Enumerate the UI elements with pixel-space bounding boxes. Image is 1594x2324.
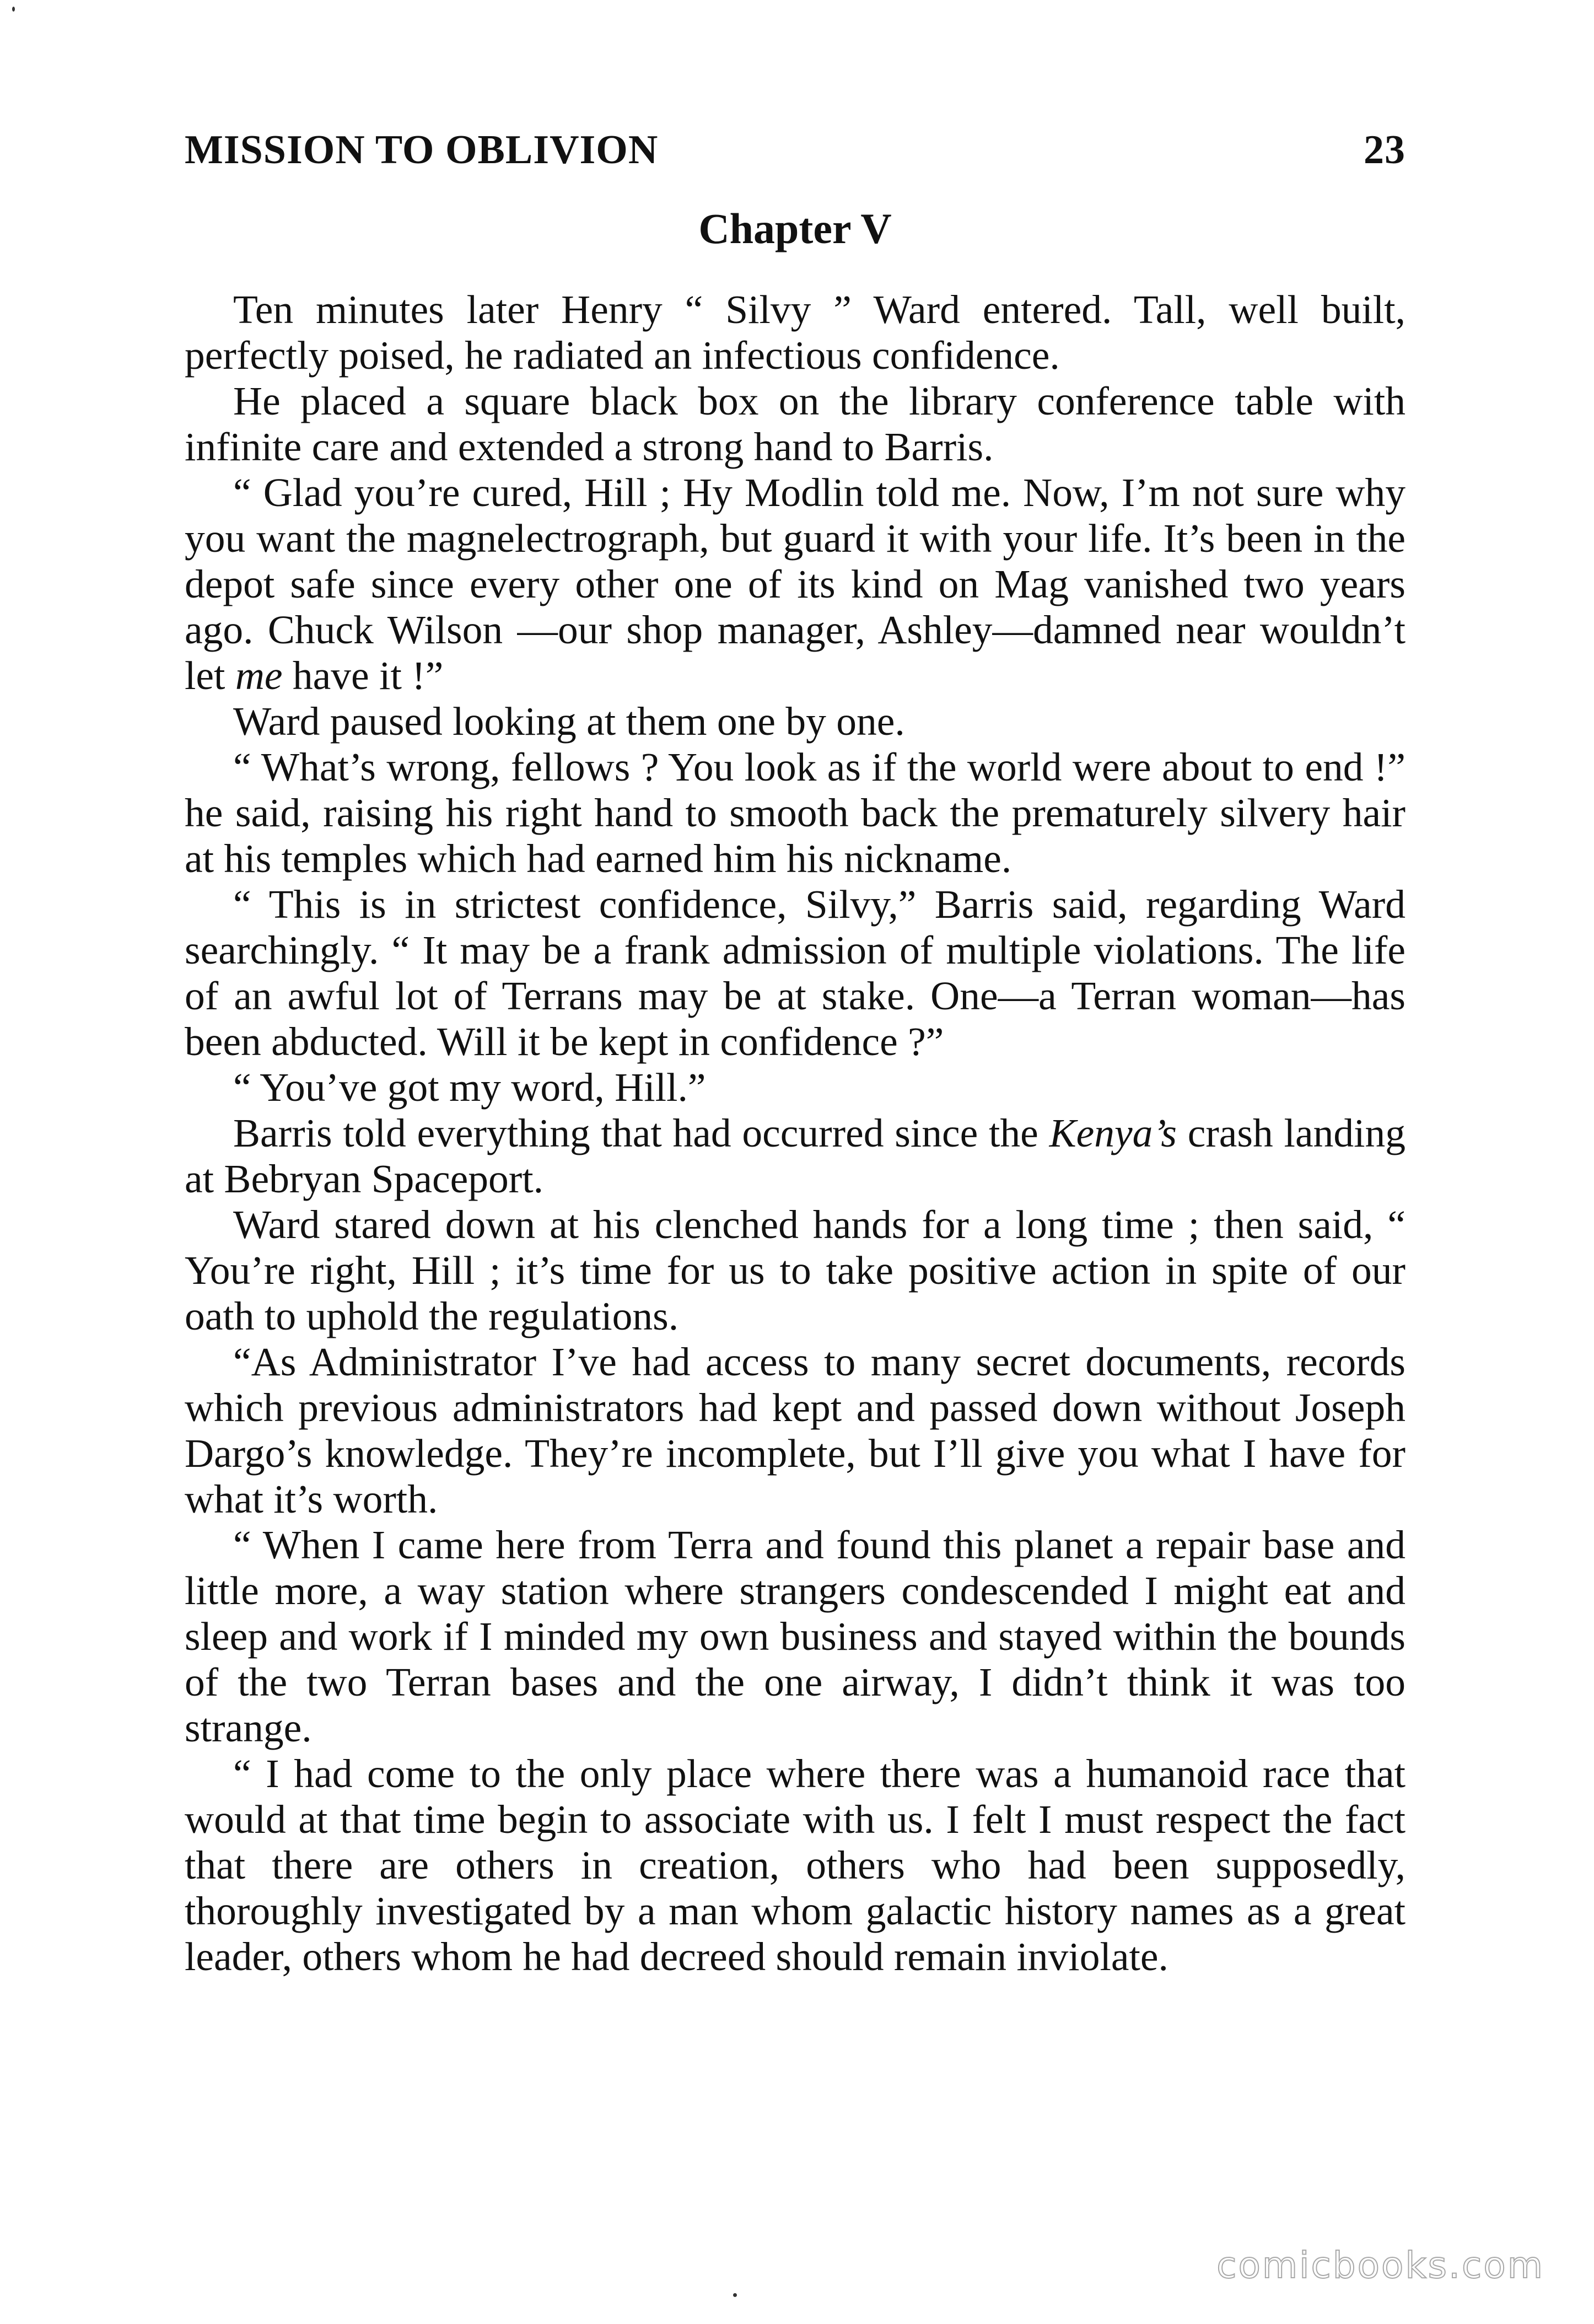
paragraph-text: Ward paused looking at them one by one. — [233, 699, 905, 744]
running-title: MISSION TO OBLIVION — [185, 127, 659, 173]
scan-speck — [12, 7, 15, 12]
paragraph — [185, 744, 1405, 881]
paragraph — [185, 881, 1405, 1064]
paragraph-text: “As Administrator I’ve had access to many secret documents, records which previous administrators had kept and passed down without Joseph Dargo’s knowledge. They’re incomplete, but I’ll give you what I have for what it’s worth. — [185, 1339, 1405, 1521]
paragraph-text: Ward stared down at his clenched hands for a long time ; then said, “ You’re right, Hill ; it’s time for us to take positive action in spite of our oath to uphold the regulations. — [185, 1202, 1405, 1338]
paragraph-text: have it !” — [282, 653, 444, 698]
italic-text: me — [235, 653, 283, 698]
scan-speck — [733, 2293, 737, 2297]
paragraph-text: “ Glad you’re cured, Hill ; Hy Modlin told me. Now, I’m not sure why you want the magnelectrograph, but guard it with your life. It’s been in the depot safe since every other one of its kind on Mag vanished two years ago. Chuck Wilson —our shop manager, Ashley—damned near wouldn’t let — [185, 470, 1405, 698]
paragraph — [185, 1110, 1405, 1202]
paragraph — [185, 378, 1405, 470]
paragraph-text: “ I had come to the only place where there was a humanoid race that would at that time begin to associate with us. I felt I must respect the fact that there are others in creation, others who had been supposedly, thoroughly investigated by a man whom galactic history names as a great leader, others whom he had decreed should remain inviolate. — [185, 1751, 1405, 1979]
paragraph — [185, 1751, 1405, 1979]
italic-text: Kenya’s — [1049, 1111, 1177, 1155]
paragraph-text: “ You’ve got my word, Hill.” — [233, 1065, 706, 1110]
paragraph-text: “ When I came here from Terra and found this planet a repair base and little more, a way station where strangers condescended I might eat and sleep and work if I minded my own business and stayed within the bounds of the two Terran bases and the one airway, I didn’t think it was too strange. — [185, 1523, 1405, 1750]
paragraph — [185, 1522, 1405, 1751]
body-text — [185, 287, 1405, 1979]
chapter-title: Chapter V — [698, 205, 892, 252]
paragraph-text: Barris told everything that had occurred since the — [233, 1111, 1049, 1155]
paragraph — [185, 470, 1405, 698]
paragraph — [185, 1064, 1405, 1110]
paragraph — [185, 1202, 1405, 1339]
paragraph — [185, 287, 1405, 378]
paragraph-text: crash landing at Bebryan Spaceport. — [185, 1111, 1405, 1201]
paragraph-text: Ten minutes later Henry “ Silvy ” Ward entered. Tall, well built, perfectly poised, he radiated an infectious confidence. — [185, 287, 1405, 378]
running-head — [185, 127, 1405, 182]
paragraph — [185, 1339, 1405, 1522]
page-number: 23 — [1364, 127, 1405, 173]
book-page — [185, 127, 1405, 1979]
paragraph-text: “ What’s wrong, fellows ? You look as if the world were about to end !” he said, raising his right hand to smooth back the prematurely silvery hair at his temples which had earned him his nickname. — [185, 745, 1405, 881]
watermark: comicbooks.com — [1216, 2244, 1544, 2287]
paragraph — [185, 698, 1405, 744]
paragraph-text: “ This is in strictest confidence, Silvy,” Barris said, regarding Ward searchingly. “ It may be a frank admission of multiple violations. The life of an awful lot of Terrans may be at stake. One—a Terran woman—has been abducted. Will it be kept in confidence ?” — [185, 882, 1405, 1064]
paragraph-text: He placed a square black box on the library conference table with infinite care and extended a strong hand to Barris. — [185, 379, 1405, 469]
